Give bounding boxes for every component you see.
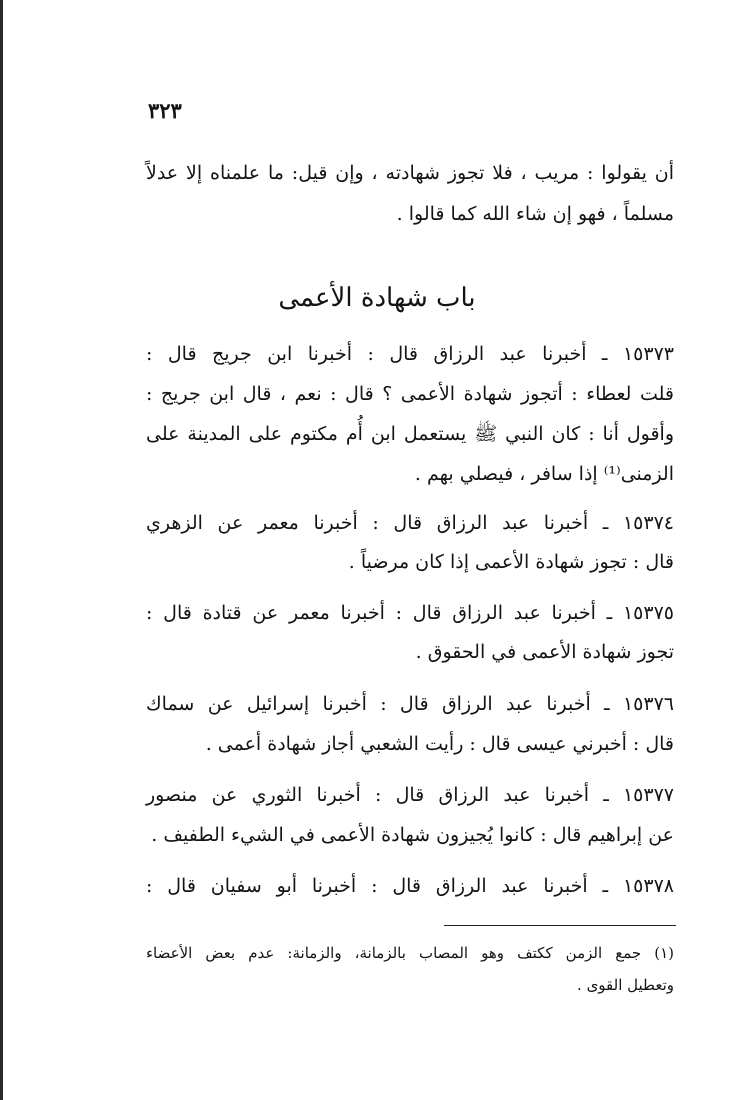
hadith-15375-line-1: ١٥٣٧٥ ـ أخبرنا عبد الرزاق قال : أخبرنا معمر عن قتادة قال :: [146, 602, 674, 624]
page-edge: [0, 0, 3, 1100]
hadith-15373-line-4: الزمنى⁽¹⁾ إذا سافر ، فيصلي بهم .: [414, 463, 674, 485]
continuation-line-1: أن يقولوا : مريب ، فلا تجوز شهادته ، وإن قيل: ما علمناه إلا عدلاً: [146, 162, 674, 184]
hadith-15376-line-1: ١٥٣٧٦ ـ أخبرنا عبد الرزاق قال : أخبرنا إسرائيل عن سماك: [146, 693, 674, 715]
hadith-15377-line-2: عن إبراهيم قال : كانوا يُجيزون شهادة الأعمى في الشيء الطفيف .: [151, 824, 674, 846]
hadith-15373-line-2: قلت لعطاء : أتجوز شهادة الأعمى ؟ قال : نعم ، قال ابن جريج :: [146, 383, 674, 405]
hadith-15373-line-3: وأقول أنا : كان النبي ﷺ يستعمل ابن أُم مكتوم على المدينة على: [146, 423, 674, 445]
footnote-line-1: (١) جمع الزمن ككتف وهو المصاب بالزمانة، والزمانة: عدم بعض الأعضاء: [146, 944, 674, 962]
hadith-15374-line-1: ١٥٣٧٤ ـ أخبرنا عبد الرزاق قال : أخبرنا معمر عن الزهري: [146, 512, 674, 534]
footnote-separator: [444, 925, 676, 926]
footnote-line-2: وتعطيل القوى .: [577, 976, 674, 994]
hadith-15376-line-2: قال : أخبرني عيسى قال : رأيت الشعبي أجاز شهادة أعمى .: [205, 733, 674, 755]
hadith-15378-line-1: ١٥٣٧٨ ـ أخبرنا عبد الرزاق قال : أخبرنا أبو سفيان قال :: [146, 875, 674, 897]
chapter-heading: باب شهادة الأعمى: [278, 283, 476, 313]
hadith-15375-line-2: تجوز شهادة الأعمى في الحقوق .: [415, 641, 674, 663]
continuation-line-2: مسلماً ، فهو إن شاء الله كما قالوا .: [396, 203, 674, 225]
hadith-15374-line-2: قال : تجوز شهادة الأعمى إذا كان مرضياً .: [348, 551, 674, 573]
hadith-15373-line-1: ١٥٣٧٣ ـ أخبرنا عبد الرزاق قال : أخبرنا ابن جريج قال :: [146, 343, 674, 365]
page-number: ٣٢٣: [148, 98, 182, 123]
hadith-15377-line-1: ١٥٣٧٧ ـ أخبرنا عبد الرزاق قال : أخبرنا الثوري عن منصور: [146, 784, 674, 806]
